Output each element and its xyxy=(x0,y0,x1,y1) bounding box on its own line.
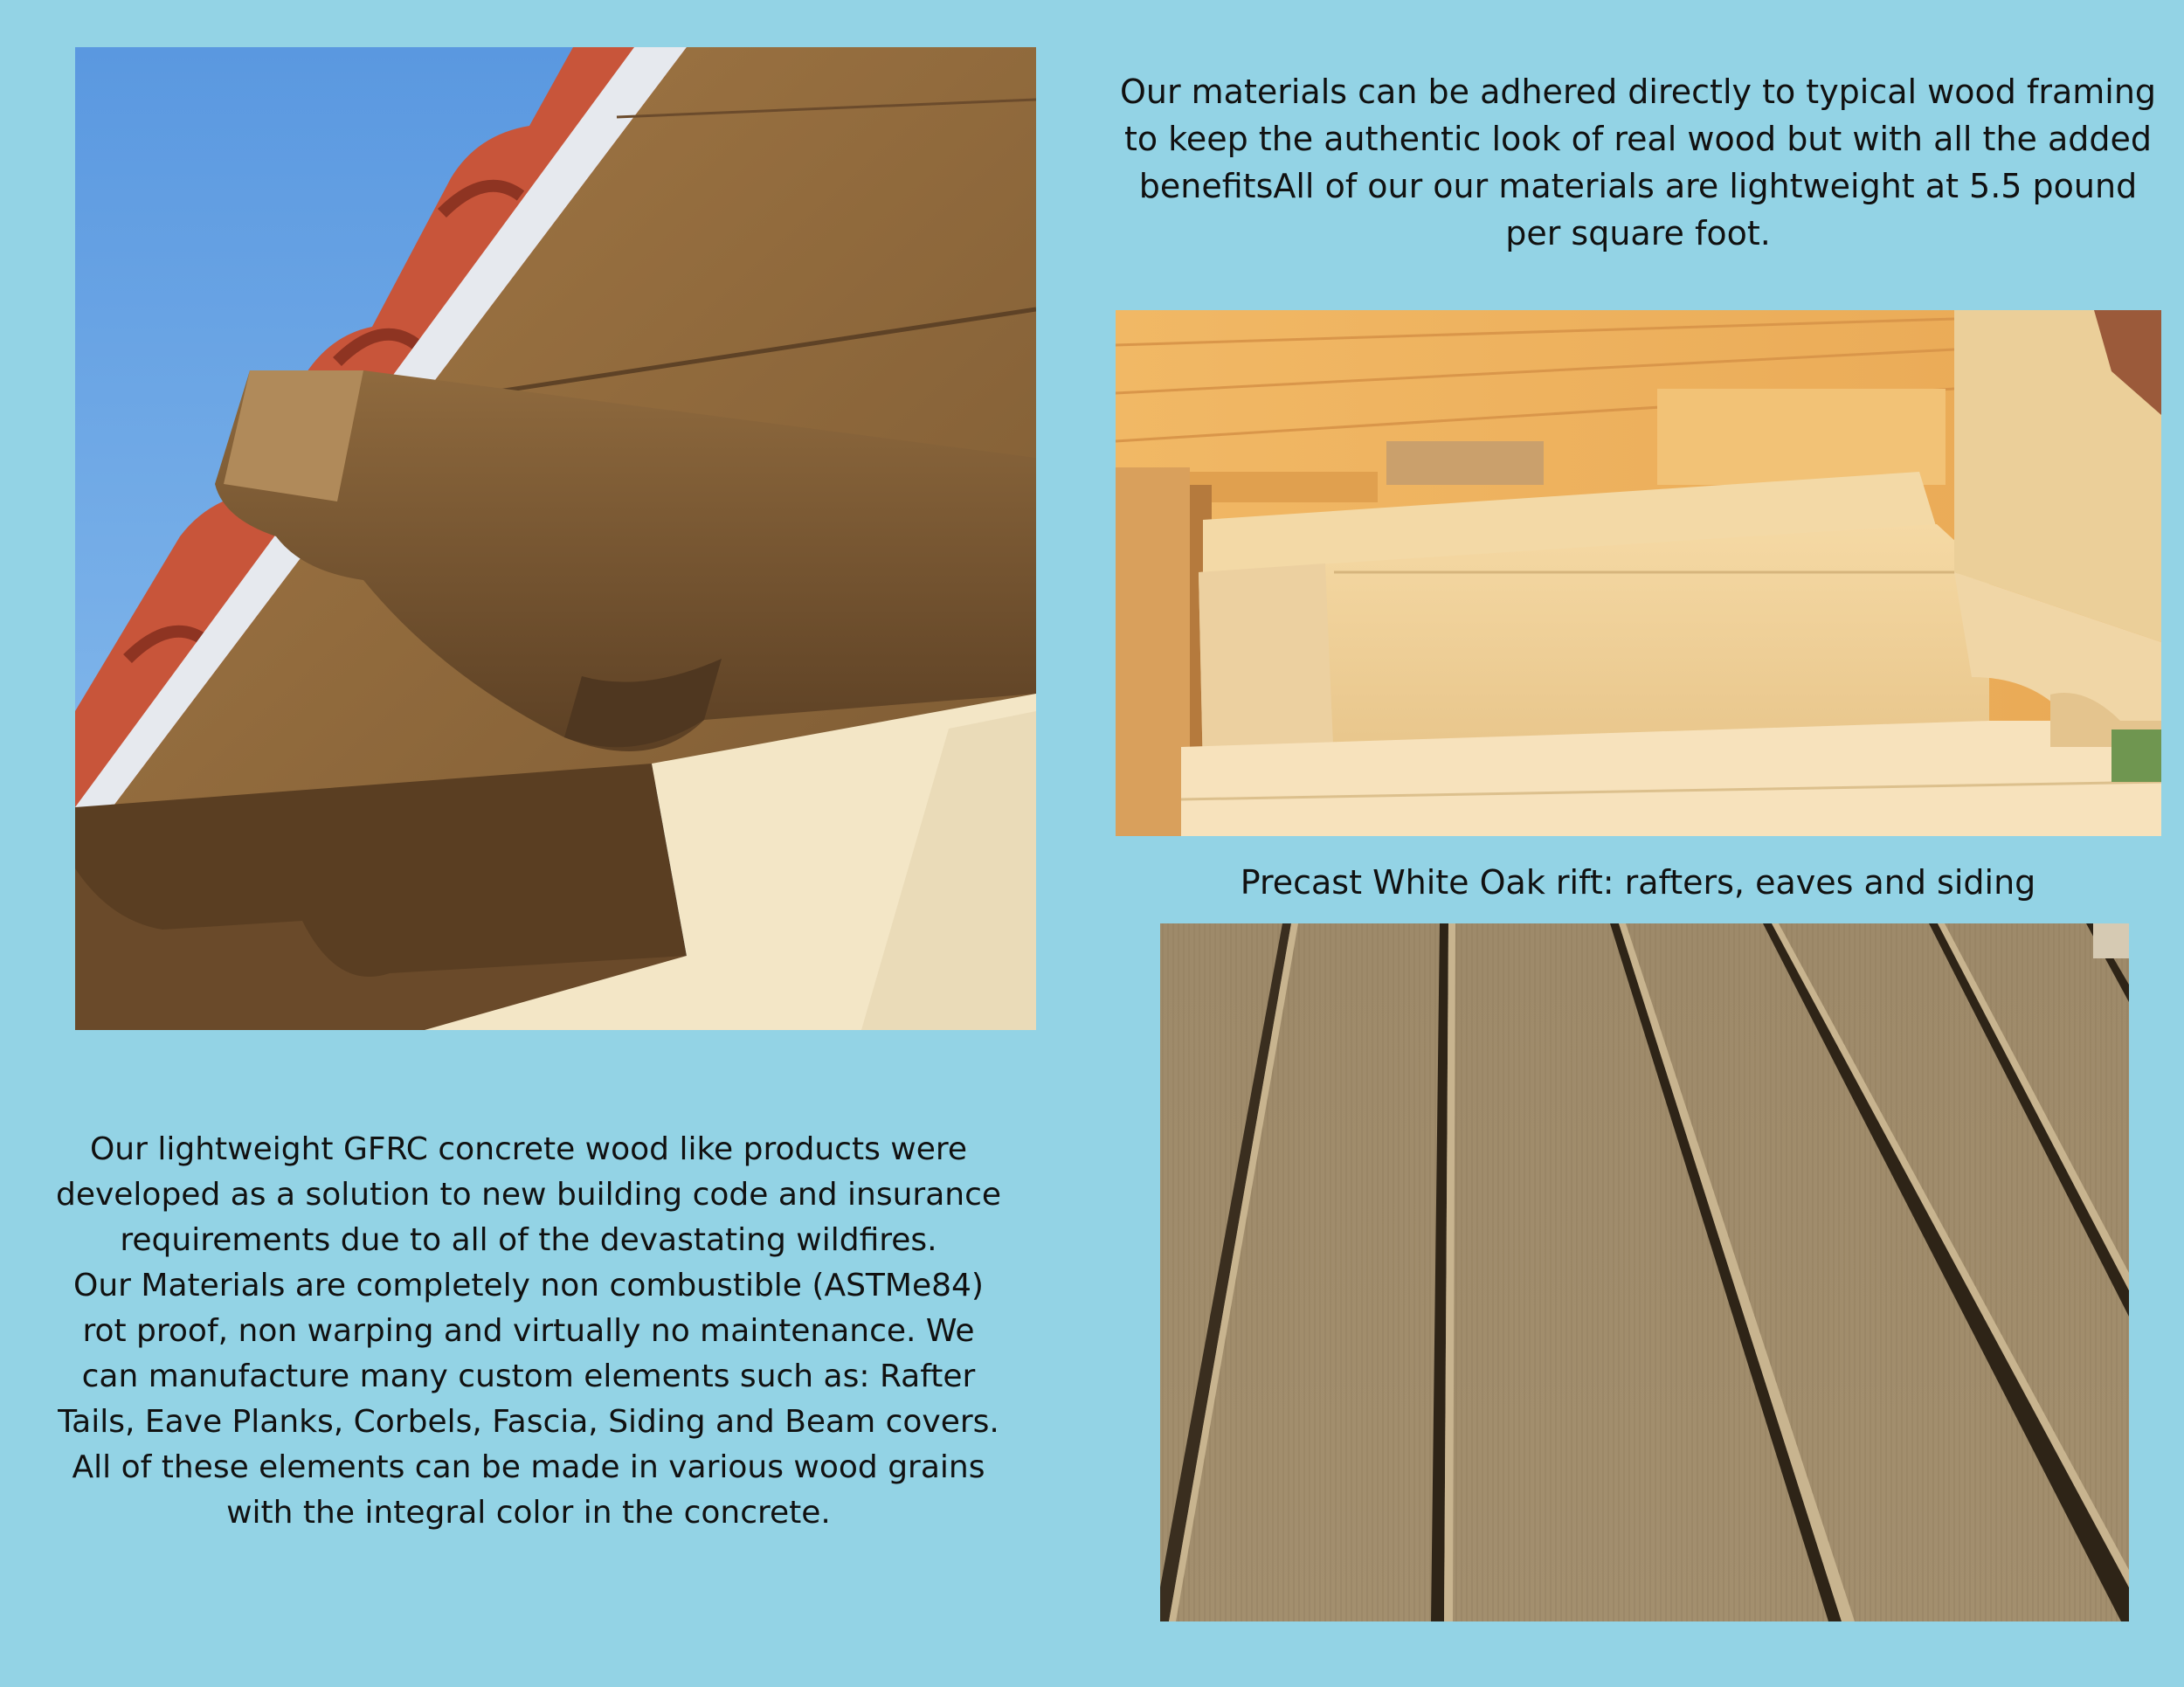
eave-corbel-photo xyxy=(75,47,1036,1030)
description-paragraph-1: Our lightweight GFRC concrete wood like products were developed as a solution to new building code and insurance requirements due to all of the devastating wildfires. xyxy=(55,1131,1002,1258)
product-description xyxy=(52,1127,1005,1536)
siding-caption: Precast White Oak rift: rafters, eaves and siding xyxy=(1240,863,2036,902)
intro-text: Our materials can be adhered directly to typical wood framing to keep the authentic look of real wood but with all the added benefitsAll of our our materials are lightweight at 5.5 pound per square foot. xyxy=(1119,73,2157,252)
siding-photo xyxy=(1160,923,2129,1621)
description-paragraph-2: Our Materials are completely non combustible (ASTMe84) rot proof, non warping and virtually no maintenance. We can manufacture many custom elements such as: Rafter Tails, Eave Planks, Corbels, Fascia, Siding and Beam covers. All of these elements can be made in various wood grains with the integral color in the concrete. xyxy=(58,1268,999,1531)
rafter-eave-photo xyxy=(1116,310,2161,836)
